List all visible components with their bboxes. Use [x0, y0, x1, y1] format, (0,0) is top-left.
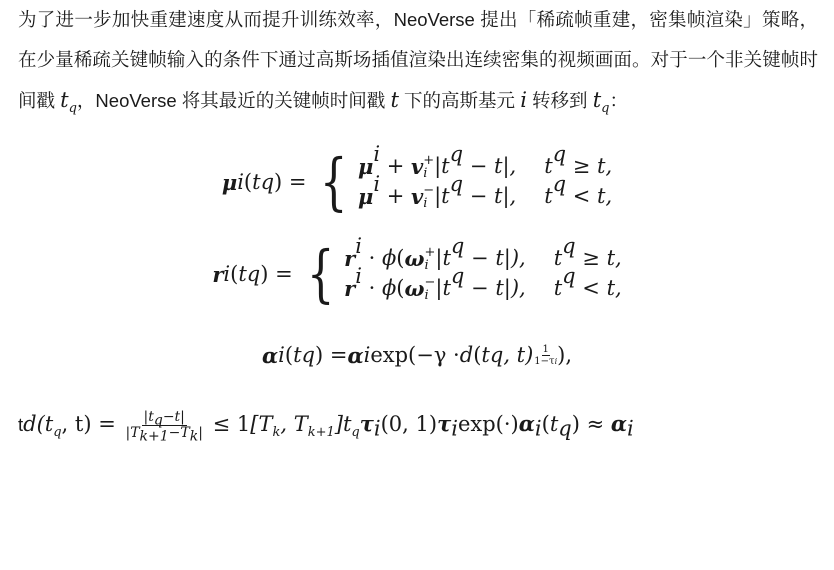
text-fragment: ( [396, 246, 405, 270]
math-t: t [390, 88, 399, 112]
math-i: i [520, 88, 527, 112]
text-fragment: ( [284, 343, 294, 367]
text-fragment: k+1 [307, 425, 335, 441]
case-row [344, 264, 622, 303]
text-fragment: ≥ t, [566, 154, 613, 178]
text-fragment: i [423, 196, 428, 211]
text-fragment: + [380, 184, 411, 208]
text-fragment: k+1 [139, 428, 169, 445]
text-fragment: t [549, 412, 559, 436]
math-group [425, 276, 436, 302]
text-fragment: ) = [260, 262, 293, 286]
text-fragment: i [451, 416, 458, 441]
text-fragment: ( [541, 412, 550, 436]
text-fragment: i [355, 264, 362, 288]
text-fragment: i [423, 166, 428, 181]
text-fragment: , t) [503, 343, 534, 367]
text-fragment: + [423, 153, 435, 168]
text-fragment: τ [437, 411, 452, 436]
math-group [423, 184, 434, 210]
text-fragment: t [544, 184, 553, 208]
text-fragment: t [553, 276, 563, 300]
intro-paragraph [18, 0, 818, 121]
text-fragment: r [344, 276, 356, 301]
text-fragment: < t, [575, 276, 622, 300]
text-fragment: , t) = [61, 412, 123, 436]
text-fragment: − t|), [464, 276, 526, 300]
text-fragment: ), [557, 343, 573, 367]
text-fragment: − [423, 183, 435, 198]
text-fragment: 转移到 [526, 90, 593, 111]
text-fragment: μ [221, 169, 238, 195]
text-fragment: < t, [566, 184, 613, 208]
text-fragment: |t [143, 409, 154, 425]
text-fragment: k [189, 428, 199, 445]
case-row [357, 172, 613, 211]
text-fragment: i [627, 416, 634, 441]
math-group [425, 246, 436, 272]
text-fragment: q [552, 172, 567, 196]
math-group [125, 425, 203, 445]
equation-mean: μ i ( t q ) = { μ i + v + i |t q − t|, t q ≥ t, μ i + v − i |t q − t|, t q < t, [221, 142, 613, 218]
explanation-paragraph [18, 404, 818, 445]
math-tq [60, 88, 77, 117]
exponent-fraction [534, 344, 557, 367]
text-fragment: i [424, 258, 429, 273]
text-fragment: exp(·) [457, 412, 519, 436]
text-fragment: − t|, [463, 184, 517, 208]
text-fragment: α [610, 411, 628, 436]
case-row [344, 234, 622, 273]
text-fragment: −T [168, 425, 190, 441]
text-fragment: d(t [23, 412, 54, 436]
text-fragment: ，NeoVerse 将其最近的关键帧时间戳 [76, 90, 391, 111]
text-fragment: |t [434, 154, 450, 178]
text-fragment: · [361, 276, 382, 300]
text-fragment: i [373, 172, 381, 196]
text-fragment: (−γ · [408, 343, 460, 367]
text-fragment: ) [571, 412, 580, 436]
math-group [342, 412, 360, 441]
math-group [142, 409, 187, 429]
equation-rotation: r i ( t q ) = { r i · ϕ ( ω + i |t q − t|), t q ≥ t, r i · ϕ ( ω − i |t q − t|), t q < t, [212, 234, 622, 310]
text-fragment: i [373, 416, 381, 441]
text-fragment: q [601, 101, 610, 117]
fraction [125, 409, 203, 445]
text-fragment: t [60, 88, 69, 112]
text-fragment: t [238, 262, 247, 286]
text-fragment: |T [125, 425, 140, 441]
text-fragment: i [554, 356, 558, 366]
text-fragment: | [198, 425, 203, 441]
text-fragment: ( [230, 262, 239, 286]
text-fragment: |t [435, 246, 451, 270]
text-fragment: τ [359, 411, 374, 436]
text-fragment: μ [357, 154, 374, 179]
text-fragment: − t|, [463, 154, 517, 178]
text-fragment: μ [357, 184, 374, 209]
text-fragment: ： [609, 90, 628, 111]
math-group [423, 154, 434, 180]
text-fragment: ω [404, 276, 425, 301]
text-fragment: 1−τ [534, 355, 555, 367]
text-fragment: exp [370, 343, 409, 367]
text-fragment: , T [280, 412, 308, 436]
text-fragment: ( [243, 170, 253, 194]
text-fragment: ( [473, 343, 482, 367]
text-fragment: i [534, 416, 542, 441]
text-fragment: 下的高斯基元 [398, 90, 521, 111]
text-fragment: ≥ t, [575, 246, 622, 270]
text-fragment: q [562, 264, 576, 288]
text-fragment: (0, 1) [380, 412, 438, 436]
equation-opacity: α i ( t q ) = α i exp (−γ · d ( t q , t) $\frac{1}{1-\tau i}$ ), [261, 342, 573, 368]
text-fragment: ≤ 1 [205, 412, 251, 436]
text-fragment: t [544, 154, 553, 178]
text-fragment: q [450, 264, 465, 288]
text-fragment: |t [434, 184, 450, 208]
math-group [534, 356, 557, 367]
text-fragment: α [518, 411, 535, 436]
text-fragment: t [481, 343, 490, 367]
text-fragment: ( [396, 276, 405, 300]
text-fragment: d [459, 343, 474, 367]
text-fragment: − [424, 275, 436, 290]
text-fragment: ≈ [579, 412, 611, 436]
text-fragment: 为了进一步加快重建速度从而提升训练效率，NeoVerse 提出「稀疏帧重建，密集帧渲染」策略，在少量稀疏关键帧输入的条件下通过高斯场插值渲染出连续密集的视频画面。对于一个非关键帧时间戳 [18, 9, 818, 111]
text-fragment: q [552, 142, 567, 166]
text-fragment: q [562, 234, 576, 258]
text-fragment: [T [250, 412, 273, 436]
text-fragment: q [449, 142, 464, 166]
text-fragment: 1 [542, 343, 549, 355]
text-fragment: + [424, 245, 436, 260]
text-fragment: q [68, 101, 77, 117]
text-fragment: q [153, 412, 163, 429]
text-fragment: t [342, 412, 352, 436]
brace: { [306, 237, 335, 310]
text-fragment: − t|), [464, 246, 526, 270]
text-fragment: t [592, 88, 602, 112]
text-fragment: r [212, 261, 224, 287]
text-fragment: t [252, 170, 261, 194]
text-fragment: q [558, 416, 572, 441]
text-fragment: · [361, 246, 382, 270]
text-fragment: −t| [162, 409, 185, 425]
math-interval [250, 412, 343, 441]
text-fragment: ϕ [381, 276, 397, 300]
text-fragment: t [553, 246, 563, 270]
text-fragment: r [344, 246, 356, 271]
text-fragment: q [449, 172, 464, 196]
text-fragment: q [450, 234, 465, 258]
text-fragment: ω [404, 246, 425, 271]
math-tq [592, 88, 610, 117]
text-fragment: v [410, 154, 424, 179]
text-fragment: q [53, 425, 62, 441]
text-fragment: i [424, 288, 429, 303]
text-fragment: ) = [274, 170, 307, 194]
text-fragment: α [261, 342, 279, 368]
text-fragment: q [351, 425, 360, 441]
text-fragment: t [293, 343, 302, 367]
text-fragment: ϕ [381, 246, 397, 270]
text-fragment: i [355, 234, 362, 258]
text-fragment: |t [435, 276, 451, 300]
brace: { [320, 145, 349, 218]
math-distance [23, 409, 251, 445]
text-fragment: k [272, 425, 281, 441]
text-fragment: i [373, 142, 381, 166]
text-fragment: ] [334, 412, 343, 436]
text-fragment: ) = [314, 343, 348, 367]
case-row [357, 142, 613, 181]
text-fragment: t [18, 414, 24, 435]
text-fragment: α [347, 342, 364, 368]
text-fragment: + [380, 154, 411, 178]
text-fragment: v [410, 184, 424, 209]
